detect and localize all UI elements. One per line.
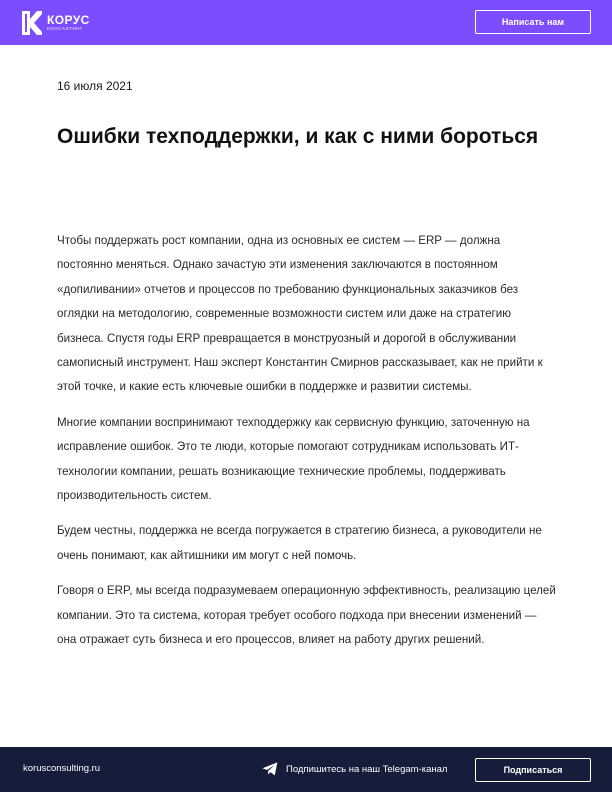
korus-logo[interactable]	[22, 11, 90, 35]
telegram-icon[interactable]	[262, 762, 278, 776]
logo-subtitle: КОНСАЛТИНГ	[47, 26, 84, 32]
write-us-button[interactable]: Написать нам	[475, 10, 591, 34]
article-title: Ошибки техподдержки, и как с ними бороться	[57, 125, 539, 148]
article-paragraph: Чтобы поддержать рост компании, одна из основных ее систем — ERP — должна постоянно меняться. Однако зачастую эти изменения заключаются в постоянном «допиливании» отчетов и процессов по требованию функциональных заказчиков без оглядки на методологию, современные возможности систем или даже на стратегию бизнеса. Спустя годы ERP превращается в монструозный и дорогой в обслуживании самописный инструмент. Наш эксперт Константин Смирнов рассказывает, как не прийти к этой точке, и какие есть ключевые ошибки в поддержке и развитии системы.	[57, 234, 543, 394]
telegram-subscribe-link[interactable]: Подпишитесь на наш Telegam-канал	[286, 764, 448, 775]
article-paragraph: Многие компании воспринимают техподдержку как сервисную функцию, заточенную на исправление ошибок. Это те люди, которые помогают сотрудникам использовать ИТ-технологии компании, решать возникающие технические проблемы, поддерживать производительность систем.	[57, 415, 530, 503]
site-link[interactable]: korusconsulting.ru	[23, 763, 101, 774]
footer-bar	[0, 747, 612, 792]
article-body	[57, 229, 557, 664]
article-date: 16 июля 2021	[57, 79, 133, 93]
article-paragraph: Будем честны, поддержка не всегда погружается в стратегию бизнеса, а руководители не очень понимают, как айтишники им могут с ней помочь.	[57, 524, 542, 562]
subscribe-button[interactable]: Подписаться	[475, 758, 591, 782]
logo-name: КОРУС	[47, 13, 90, 28]
header-bar	[0, 0, 612, 45]
korus-logo-icon	[22, 11, 42, 35]
article-paragraph: Говоря о ERP, мы всегда подразумеваем операционную эффективность, реализацию целей компании. Это та система, которая требует особого подхода при внесении изменений — она отражает суть бизнеса и его процессов, влияет на работу других решений.	[57, 584, 556, 647]
